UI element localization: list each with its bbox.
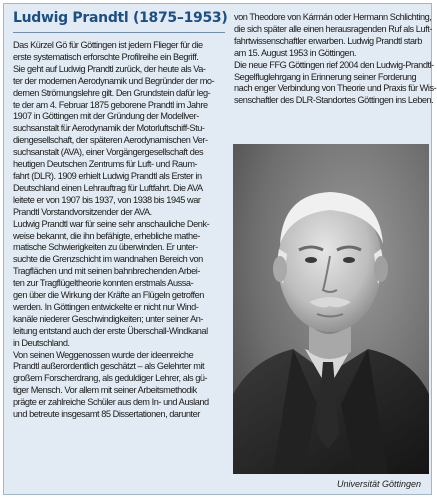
text-line: von Theodore von Kármán oder Hermann Schlichting, xyxy=(234,12,432,22)
text-line: am 15. August 1953 in Göttingen. xyxy=(234,47,356,58)
text-line: Tragflächen und mit seinen bahnbrechenden Arbei- xyxy=(13,266,200,277)
text-line: in Deutschland. xyxy=(13,337,70,348)
text-line: gen über die Wirkung der Kräfte an Flügeln getroffen xyxy=(13,290,204,301)
title-underline xyxy=(13,32,225,33)
text-line: dernen Strömungslehre gilt. Den Grundstein dafür leg- xyxy=(13,87,211,98)
text-line: diengesellschaft, der späteren Aerodynamischen Ver- xyxy=(13,135,208,146)
text-line: heutigen Deutschen Zentrums für Luft- und Raum- xyxy=(13,159,198,170)
text-line: fahrt (DLR). 1909 erhielt Ludwig Prandtl als Erster in xyxy=(13,170,202,181)
text-line: nach enger Verbindung von Theorie und Praxis für Wis- xyxy=(234,83,437,94)
text-line: 1907 in Göttingen mit der Gründung der Modellver- xyxy=(13,111,199,122)
text-line: Die neue FFG Göttingen rief 2004 den Ludwig-Prandtl- xyxy=(234,59,434,70)
text-line: großem Forscherdrang, als geduldiger Lehrer, als gü- xyxy=(13,373,208,384)
text-line: te der am 4. Februar 1875 geborene Prandtl im Jahre xyxy=(13,99,208,110)
text-line: kanäle niederer Geschwindigkeiten; unter seiner An- xyxy=(13,313,204,324)
text-line: die sich später alle einen herausragenden Ruf als Luft- xyxy=(234,23,432,34)
text-line: Prandtl außerordentlich geschätzt – als Gelehrter mit xyxy=(13,361,205,372)
text-line: werden. In Göttingen entwickelte er nicht nur Wind- xyxy=(13,301,199,312)
text-line: matische Schwierigkeiten zu überwinden. Er unter- xyxy=(13,242,198,253)
text-line: Segelfluglehrgang in Erinnerung seiner Forderung xyxy=(234,71,417,82)
text-line: ten zur Tragflügeltheorie konnten erstmals Aussa- xyxy=(13,278,194,289)
text-line: suchsanstalt für Aerodynamik der Motorluftschiff-Stu- xyxy=(13,123,205,134)
text-line: und betreute insgesamt 85 Dissertationen, darunter xyxy=(13,409,200,420)
photo-credit: Universität Göttingen xyxy=(336,479,421,489)
right-text-column xyxy=(234,12,437,107)
text-line: prägte er zahlreiche Schüler aus dem In- und Ausland xyxy=(13,397,209,408)
text-line: Sie geht auf Ludwig Prandtl zurück, der heute als Va- xyxy=(13,63,206,74)
text-line: Deutschland einen Lehrauftrag für Luftfahrt. Die AVA xyxy=(13,182,203,193)
left-text-column xyxy=(13,40,227,421)
text-line: leitete er von 1907 bis 1937, von 1938 bis 1945 war xyxy=(13,194,201,205)
text-line: tiger Mensch. Vor allem mit seiner Arbeitsmethodik xyxy=(13,385,197,396)
article-title: Ludwig Prandtl (1875–1953) xyxy=(13,10,228,26)
portrait-photo xyxy=(233,144,429,474)
text-line: erste systematisch erforschte Profilreihe ein Begriff. xyxy=(13,51,199,62)
text-line: leitung entstand auch der erste Überschall-Windkanal xyxy=(13,325,208,336)
text-line: Prandtl Vorstandvorsitzender der AVA. xyxy=(13,206,152,217)
info-box xyxy=(3,3,437,495)
text-line: fahrtwissenschaftler erwarben. Ludwig Prandtl starb xyxy=(234,35,422,46)
text-line: suchte die Grenzschicht im wandnahen Bereich von xyxy=(13,254,203,265)
text-line: ter der modernen Aerodynamik und Begründer der mo- xyxy=(13,75,215,86)
text-line: weise bekannt, die ihn befähigte, erhebliche mathe- xyxy=(13,230,200,241)
text-line: senschaftler des DLR-Standortes Göttingen ins Leben. xyxy=(234,95,434,106)
text-line: Ludwig Prandtl war für seine sehr anschauliche Denk- xyxy=(13,218,210,229)
text-line: Von seinen Weggenossen wurde der ideenreiche xyxy=(13,349,194,360)
text-line: suchsanstalt (AVA), einer Vorgängergesellschaft des xyxy=(13,147,204,158)
text-line: Das Kürzel Gö für Göttingen ist jedem Flieger für die xyxy=(13,40,203,50)
